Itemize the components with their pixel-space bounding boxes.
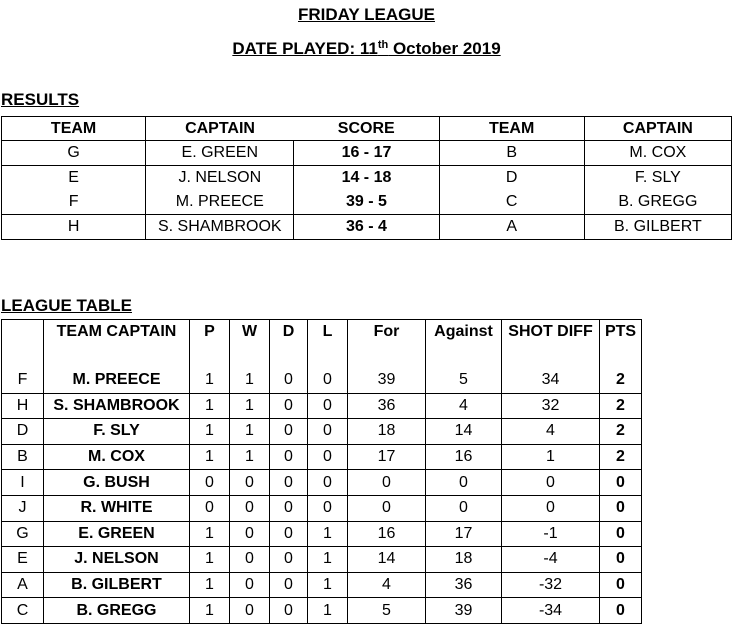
league-points: 0 [600, 598, 642, 624]
results-team: D [439, 166, 584, 191]
league-points: 2 [600, 393, 642, 419]
league-for: 39 [348, 368, 426, 393]
date-suffix-ordinal: th [377, 39, 389, 51]
league-won: 0 [230, 495, 270, 521]
league-points: 0 [600, 521, 642, 547]
league-row [2, 572, 642, 598]
league-captain: E. GREEN [44, 521, 190, 547]
results-heading: RESULTS [1, 90, 80, 109]
league-shot-diff: 0 [502, 495, 600, 521]
league-captain: S. SHAMBROOK [44, 393, 190, 419]
results-row [2, 215, 732, 240]
league-header-against: Against [426, 320, 502, 369]
results-header-team: TEAM [2, 117, 146, 141]
league-lost: 1 [308, 572, 348, 598]
league-won: 0 [230, 521, 270, 547]
league-for: 5 [348, 598, 426, 624]
league-against: 36 [426, 572, 502, 598]
league-drawn: 0 [270, 547, 308, 573]
league-shot-diff: 1 [502, 444, 600, 470]
league-team: D [2, 419, 44, 445]
league-for: 16 [348, 521, 426, 547]
results-captain: B. GREGG [618, 193, 698, 210]
league-against: 16 [426, 444, 502, 470]
results-row [2, 190, 732, 215]
league-header-played: P [190, 320, 230, 369]
league-played: 1 [190, 547, 230, 573]
league-table-heading: LEAGUE TABLE [1, 296, 132, 315]
league-row [2, 521, 642, 547]
league-played: 1 [190, 419, 230, 445]
league-against: 4 [426, 393, 502, 419]
league-shot-diff: -34 [502, 598, 600, 624]
results-captain: F. SLY [584, 166, 731, 191]
results-table [1, 116, 732, 240]
results-header-team: TEAM [439, 117, 584, 141]
league-points: 0 [600, 547, 642, 573]
league-header-drawn: D [270, 320, 308, 369]
results-team: B [439, 141, 584, 166]
league-lost: 0 [308, 393, 348, 419]
league-against: 0 [426, 470, 502, 496]
league-header-team [2, 320, 44, 369]
league-header-won: W [230, 320, 270, 369]
league-team: H [2, 393, 44, 419]
league-shot-diff: 4 [502, 419, 600, 445]
page-title: FRIDAY LEAGUE [298, 5, 435, 24]
league-lost: 0 [308, 368, 348, 393]
league-shot-diff: 34 [502, 368, 600, 393]
league-captain: J. NELSON [44, 547, 190, 573]
league-captain: G. BUSH [44, 470, 190, 496]
league-row [2, 495, 642, 521]
league-captain: M. PREECE [44, 368, 190, 393]
league-shot-diff: -1 [502, 521, 600, 547]
results-captain: J. NELSON [146, 166, 294, 191]
league-against: 14 [426, 419, 502, 445]
league-points: 0 [600, 572, 642, 598]
league-drawn: 0 [270, 521, 308, 547]
results-header-score: SCORE [294, 117, 439, 141]
date-prefix: DATE PLAYED: 11 [232, 39, 378, 58]
league-points: 2 [600, 444, 642, 470]
league-played: 0 [190, 495, 230, 521]
league-lost: 1 [308, 598, 348, 624]
league-team: I [2, 470, 44, 496]
league-against: 39 [426, 598, 502, 624]
league-played: 1 [190, 393, 230, 419]
results-score: 14 - 18 [294, 166, 439, 191]
league-played: 1 [190, 444, 230, 470]
league-table [1, 319, 642, 624]
league-shot-diff: 0 [502, 470, 600, 496]
results-team: A [439, 215, 584, 240]
league-shot-diff: -32 [502, 572, 600, 598]
league-for: 17 [348, 444, 426, 470]
league-for: 0 [348, 470, 426, 496]
league-drawn: 0 [270, 393, 308, 419]
league-played: 1 [190, 521, 230, 547]
results-score: 39 - 5 [294, 190, 439, 215]
league-header-lost: L [308, 320, 348, 369]
league-drawn: 0 [270, 419, 308, 445]
league-for: 36 [348, 393, 426, 419]
league-for: 4 [348, 572, 426, 598]
league-points: 0 [600, 495, 642, 521]
league-row [2, 393, 642, 419]
league-against: 5 [426, 368, 502, 393]
league-header-points: PTS [604, 323, 637, 340]
league-drawn: 0 [270, 495, 308, 521]
league-points: 2 [616, 371, 625, 389]
league-lost: 0 [308, 419, 348, 445]
league-won: 1 [230, 419, 270, 445]
date-played [0, 35, 733, 59]
results-captain: S. SHAMBROOK [146, 215, 294, 240]
league-won: 1 [230, 444, 270, 470]
league-row [2, 598, 642, 624]
league-team: J [2, 495, 44, 521]
results-captain: B. GILBERT [584, 215, 731, 240]
league-captain: B. GREGG [44, 598, 190, 624]
league-row [2, 368, 642, 393]
results-score: 16 - 17 [294, 141, 439, 166]
league-captain: R. WHITE [44, 495, 190, 521]
league-team: A [2, 572, 44, 598]
league-played: 1 [190, 572, 230, 598]
league-drawn: 0 [270, 572, 308, 598]
date-month-year: October 2019 [388, 39, 501, 58]
league-for: 18 [348, 419, 426, 445]
league-lost: 0 [308, 444, 348, 470]
league-header-captain: TEAM CAPTAIN [44, 320, 190, 369]
league-team: C [2, 598, 44, 624]
league-header-row [2, 320, 642, 369]
league-for: 14 [348, 547, 426, 573]
league-against: 18 [426, 547, 502, 573]
results-captain: M. PREECE [146, 190, 294, 215]
league-won: 1 [230, 393, 270, 419]
league-against: 0 [426, 495, 502, 521]
league-captain: M. COX [44, 444, 190, 470]
league-team: E [2, 547, 44, 573]
league-lost: 1 [308, 521, 348, 547]
league-row [2, 547, 642, 573]
league-row [2, 444, 642, 470]
league-against: 17 [426, 521, 502, 547]
results-team: H [2, 215, 146, 240]
results-captain: E. GREEN [146, 141, 294, 166]
league-drawn: 0 [270, 368, 308, 393]
league-played: 1 [190, 598, 230, 624]
league-team: B [2, 444, 44, 470]
league-won: 0 [230, 572, 270, 598]
league-team: G [2, 521, 44, 547]
league-lost: 0 [308, 470, 348, 496]
league-won: 0 [230, 470, 270, 496]
results-team: E [2, 166, 146, 191]
results-captain: M. COX [584, 141, 731, 166]
league-won: 0 [230, 547, 270, 573]
results-row [2, 141, 732, 166]
league-team: F [2, 368, 44, 393]
results-score: 36 - 4 [294, 215, 439, 240]
results-team: C [439, 190, 584, 215]
league-won: 0 [230, 598, 270, 624]
league-lost: 0 [308, 495, 348, 521]
league-lost: 1 [308, 547, 348, 573]
league-row [2, 419, 642, 445]
results-team: G [2, 141, 146, 166]
league-drawn: 0 [270, 598, 308, 624]
results-header-row [2, 117, 732, 141]
results-header-captain: CAPTAIN [185, 119, 255, 137]
league-played: 1 [190, 368, 230, 393]
results-team: F [2, 190, 146, 215]
results-row [2, 166, 732, 191]
league-drawn: 0 [270, 444, 308, 470]
league-header-shot-diff: SHOT DIFF [502, 320, 600, 369]
league-played: 0 [190, 470, 230, 496]
league-captain: F. SLY [44, 419, 190, 445]
results-header-captain: CAPTAIN [622, 119, 693, 137]
league-header-for: For [348, 320, 426, 369]
league-won: 1 [230, 368, 270, 393]
league-shot-diff: -4 [502, 547, 600, 573]
league-for: 0 [348, 495, 426, 521]
league-shot-diff: 32 [502, 393, 600, 419]
league-points: 0 [600, 470, 642, 496]
league-drawn: 0 [270, 470, 308, 496]
league-points: 2 [600, 419, 642, 445]
league-captain: B. GILBERT [44, 572, 190, 598]
league-row [2, 470, 642, 496]
